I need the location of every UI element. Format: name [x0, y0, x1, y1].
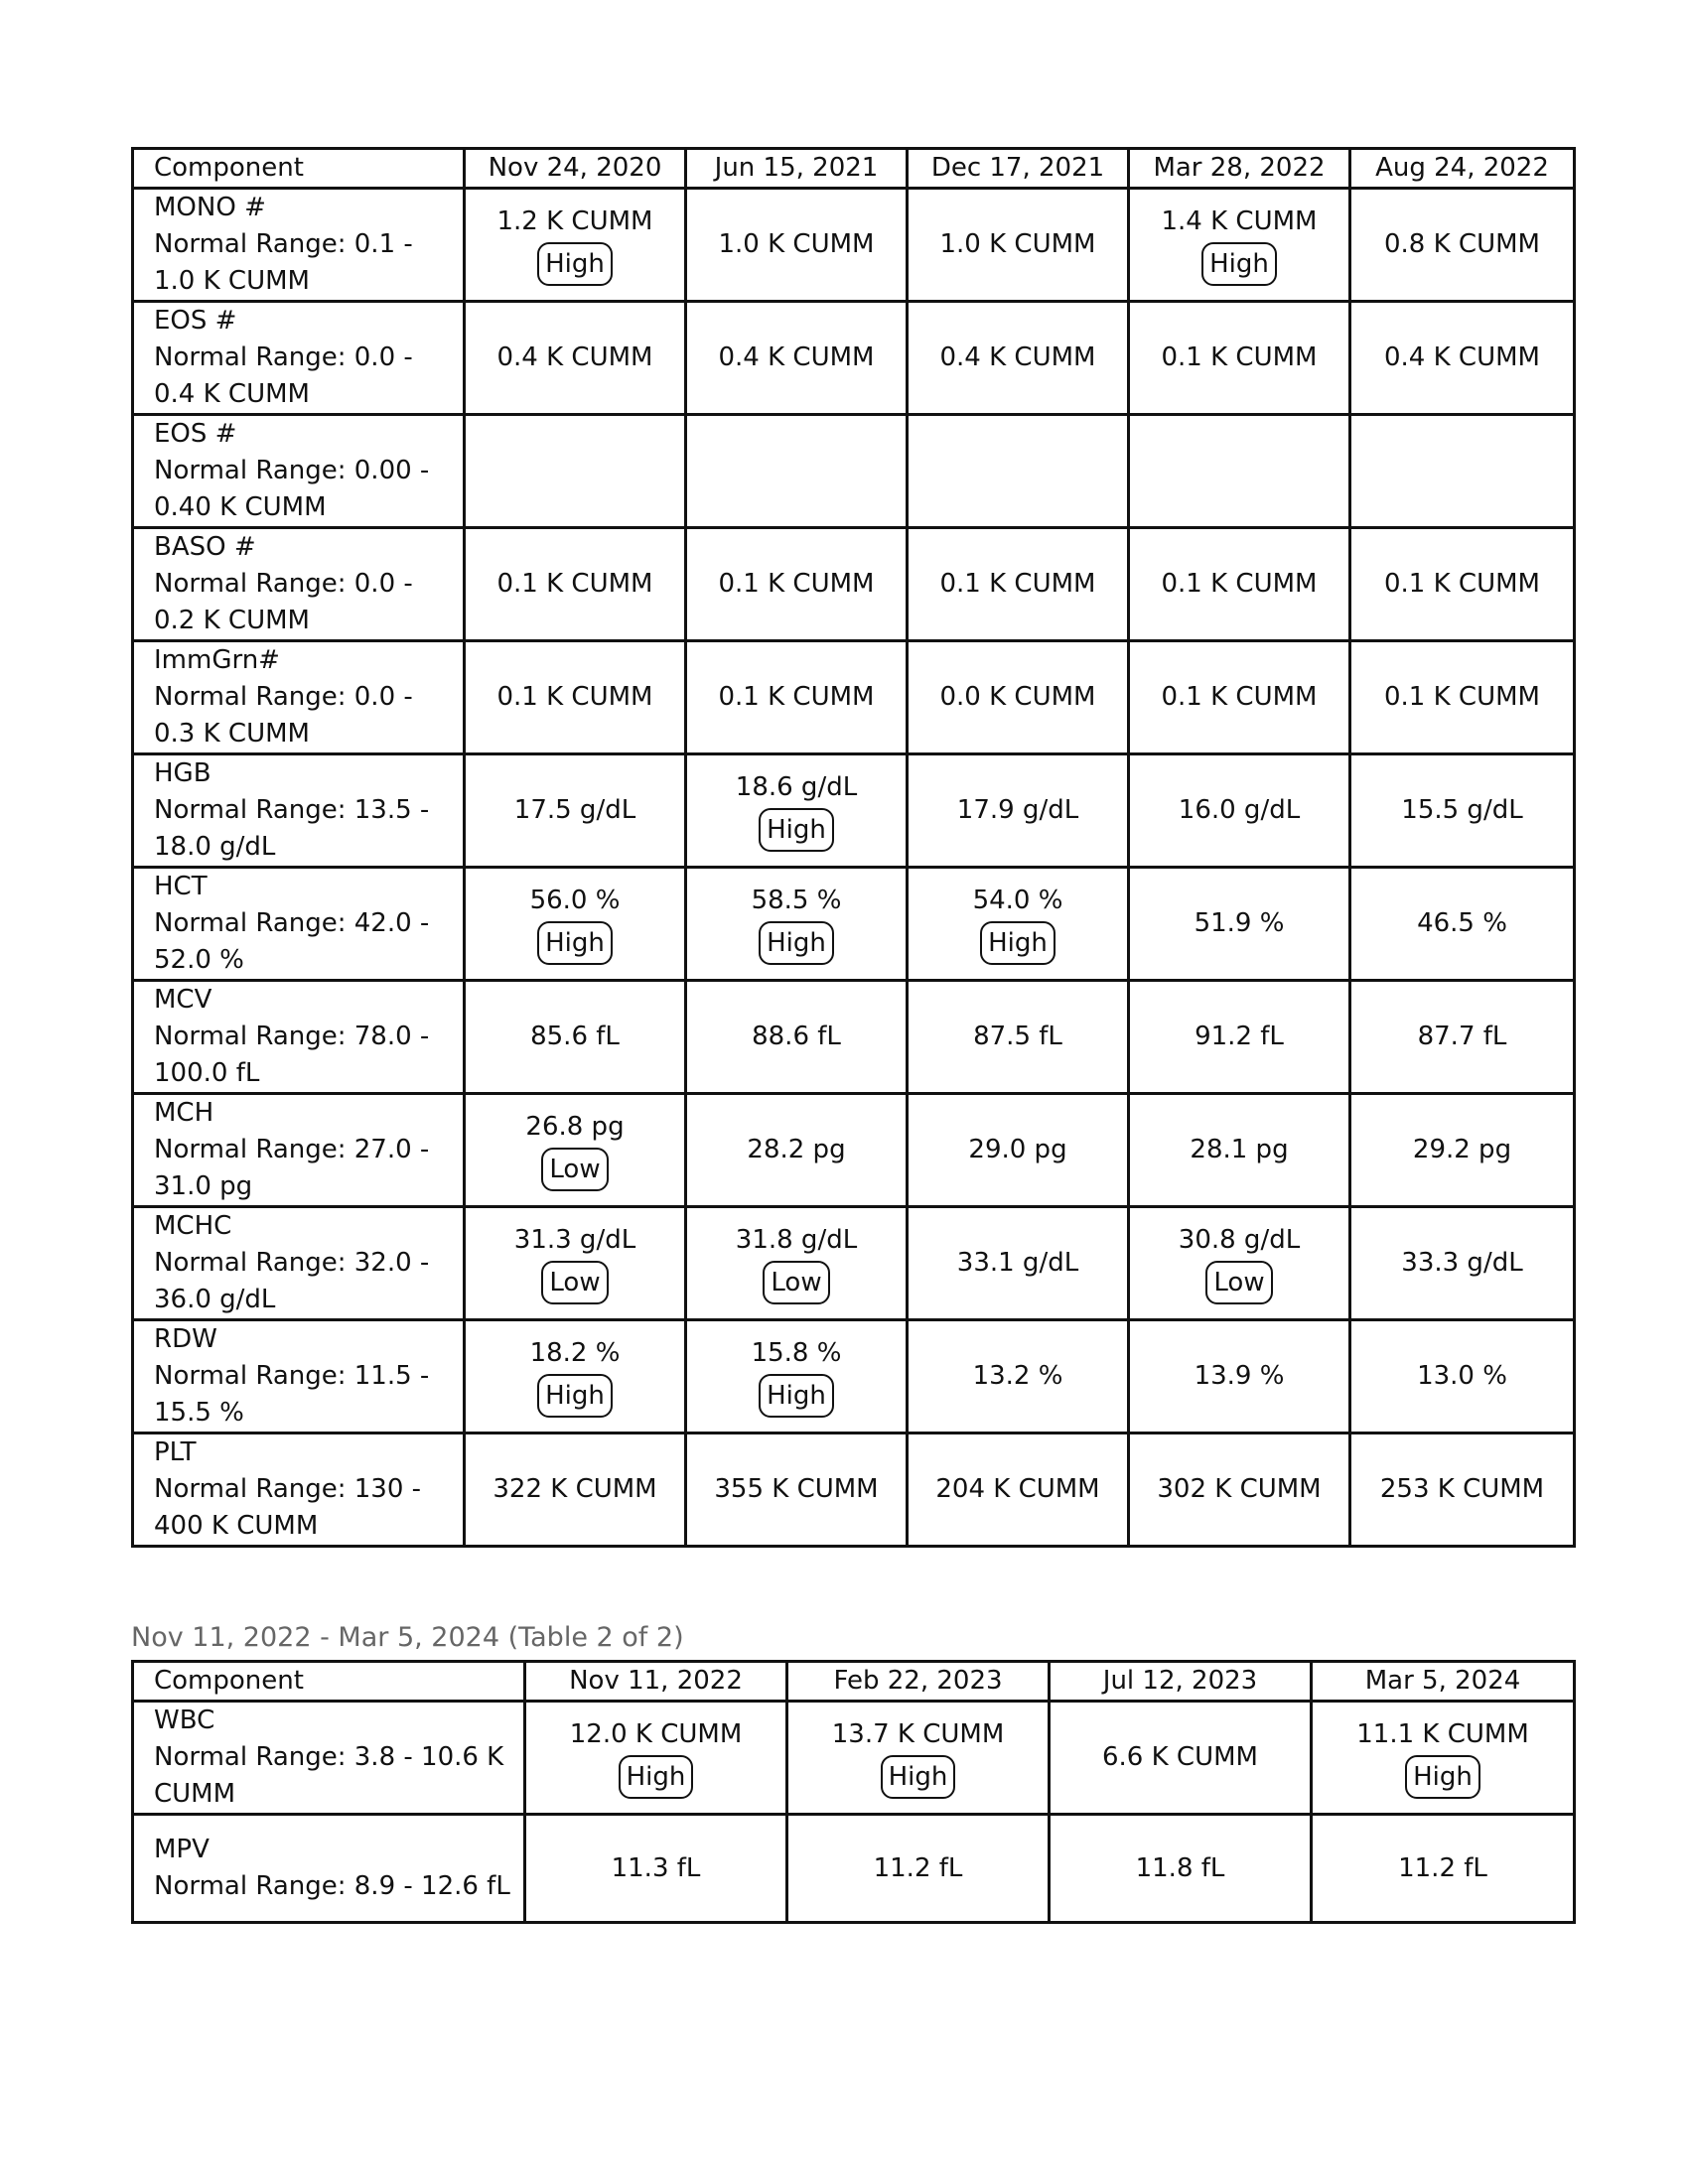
result-value: 302 K CUMM [1157, 1474, 1322, 1504]
result-cell [465, 981, 686, 1094]
result-value: 0.4 K CUMM [939, 342, 1096, 372]
result-value: 87.7 fL [1417, 1022, 1507, 1051]
component-cell [133, 415, 465, 528]
normal-range: Normal Range: 0.0 - 0.3 K CUMM [154, 682, 413, 749]
table-header-row [133, 149, 1575, 189]
component-cell [133, 1433, 465, 1547]
table-row [133, 868, 1575, 981]
result-value: 18.6 g/dL [735, 772, 858, 802]
abnormal-flag-badge: High [1405, 1755, 1480, 1799]
result-cell [686, 868, 908, 981]
abnormal-flag-badge: High [980, 921, 1055, 965]
result-cell [686, 1320, 908, 1433]
result-cell [1129, 868, 1350, 981]
result-value: 1.0 K CUMM [939, 229, 1096, 259]
result-value: 0.1 K CUMM [1161, 342, 1318, 372]
result-value: 51.9 % [1194, 908, 1285, 938]
table-row [133, 754, 1575, 868]
result-value: 6.6 K CUMM [1102, 1742, 1258, 1772]
result-cell [1129, 1094, 1350, 1207]
result-value: 12.0 K CUMM [569, 1719, 743, 1749]
component-name: BASO # [154, 532, 256, 562]
result-cell [686, 1433, 908, 1547]
result-cell [1129, 189, 1350, 302]
date-column-header: Nov 11, 2022 [525, 1662, 787, 1702]
component-cell [133, 302, 465, 415]
component-name: ImmGrn# [154, 645, 280, 675]
abnormal-flag-badge: Low [763, 1261, 829, 1304]
result-cell [908, 528, 1129, 641]
result-cell [1350, 528, 1575, 641]
result-value: 0.1 K CUMM [496, 569, 653, 599]
result-cell [908, 1094, 1129, 1207]
result-cell [908, 754, 1129, 868]
result-cell [1350, 641, 1575, 754]
result-cell [686, 981, 908, 1094]
table-2-caption: Nov 11, 2022 - Mar 5, 2024 (Table 2 of 2) [131, 1622, 684, 1653]
component-cell [133, 1702, 525, 1815]
component-name: PLT [154, 1437, 197, 1467]
result-cell [908, 868, 1129, 981]
result-value: 0.1 K CUMM [939, 569, 1096, 599]
result-value: 26.8 pg [525, 1112, 625, 1142]
component-name: HGB [154, 758, 211, 788]
abnormal-flag-badge: Low [1205, 1261, 1272, 1304]
result-value: 1.2 K CUMM [496, 206, 653, 236]
normal-range: Normal Range: 0.0 - 0.2 K CUMM [154, 569, 413, 635]
abnormal-flag-badge: High [759, 808, 834, 852]
result-cell [1350, 1207, 1575, 1320]
result-cell [1129, 528, 1350, 641]
result-value: 16.0 g/dL [1178, 795, 1301, 825]
result-cell [1129, 1207, 1350, 1320]
normal-range: Normal Range: 42.0 - 52.0 % [154, 908, 430, 975]
normal-range: Normal Range: 130 - 400 K CUMM [154, 1474, 422, 1541]
result-cell [908, 981, 1129, 1094]
result-value: 0.1 K CUMM [1384, 682, 1540, 712]
normal-range: Normal Range: 0.1 - 1.0 K CUMM [154, 229, 413, 296]
result-value: 0.4 K CUMM [1384, 342, 1540, 372]
component-name: MONO # [154, 193, 266, 222]
component-cell [133, 868, 465, 981]
table-row [133, 641, 1575, 754]
result-cell [465, 1094, 686, 1207]
table-row [133, 415, 1575, 528]
table-row [133, 1094, 1575, 1207]
result-cell [686, 641, 908, 754]
date-column-header: Nov 24, 2020 [465, 149, 686, 189]
result-value: 17.9 g/dL [956, 795, 1079, 825]
result-value: 56.0 % [529, 886, 621, 915]
result-value: 17.5 g/dL [513, 795, 636, 825]
result-value: 29.0 pg [968, 1135, 1067, 1164]
result-value: 0.8 K CUMM [1384, 229, 1540, 259]
result-cell [1312, 1702, 1575, 1815]
date-column-header: Feb 22, 2023 [787, 1662, 1050, 1702]
result-cell [465, 754, 686, 868]
result-cell [1350, 1094, 1575, 1207]
result-cell [465, 1433, 686, 1547]
result-cell [787, 1815, 1050, 1923]
component-name: MCH [154, 1098, 214, 1128]
result-value: 0.1 K CUMM [496, 682, 653, 712]
table-row [133, 1702, 1575, 1815]
component-name: RDW [154, 1324, 217, 1354]
result-value: 204 K CUMM [935, 1474, 1100, 1504]
result-cell [1350, 302, 1575, 415]
component-name: EOS # [154, 306, 237, 336]
component-name: HCT [154, 872, 208, 901]
result-cell [1350, 981, 1575, 1094]
result-cell [1050, 1815, 1312, 1923]
component-name: EOS # [154, 419, 237, 449]
result-value: 28.1 pg [1190, 1135, 1289, 1164]
result-cell [1312, 1815, 1575, 1923]
result-value: 33.1 g/dL [956, 1248, 1079, 1278]
result-value: 30.8 g/dL [1178, 1225, 1301, 1255]
result-value: 85.6 fL [530, 1022, 620, 1051]
component-cell [133, 189, 465, 302]
result-value: 13.7 K CUMM [831, 1719, 1005, 1749]
abnormal-flag-badge: High [759, 1374, 834, 1418]
abnormal-flag-badge: High [537, 1374, 613, 1418]
abnormal-flag-badge: Low [541, 1261, 608, 1304]
abnormal-flag-badge: High [759, 921, 834, 965]
result-cell [1350, 1433, 1575, 1547]
table-row [133, 1433, 1575, 1547]
result-value: 13.2 % [972, 1361, 1063, 1391]
normal-range: Normal Range: 3.8 - 10.6 K CUMM [154, 1742, 504, 1809]
result-cell [686, 1094, 908, 1207]
result-cell [465, 868, 686, 981]
date-column-header: Mar 28, 2022 [1129, 149, 1350, 189]
component-name: WBC [154, 1706, 215, 1735]
result-cell [908, 641, 1129, 754]
result-value: 33.3 g/dL [1401, 1248, 1523, 1278]
result-value: 11.2 fL [873, 1852, 963, 1883]
result-cell [465, 189, 686, 302]
result-cell [908, 302, 1129, 415]
result-value: 11.1 K CUMM [1356, 1719, 1529, 1749]
result-cell [465, 641, 686, 754]
result-cell [1350, 868, 1575, 981]
result-value: 28.2 pg [747, 1135, 846, 1164]
result-cell [1129, 415, 1350, 528]
component-cell [133, 641, 465, 754]
result-cell [908, 1207, 1129, 1320]
component-cell [133, 1815, 525, 1923]
result-cell [1350, 189, 1575, 302]
lab-results-table-2 [131, 1660, 1576, 1924]
table-row [133, 1815, 1575, 1923]
result-cell [686, 1207, 908, 1320]
table-header-row [133, 1662, 1575, 1702]
normal-range: Normal Range: 27.0 - 31.0 pg [154, 1135, 430, 1201]
result-value: 31.3 g/dL [513, 1225, 636, 1255]
result-cell [1129, 302, 1350, 415]
result-value: 1.4 K CUMM [1161, 206, 1318, 236]
result-value: 0.0 K CUMM [939, 682, 1096, 712]
result-cell [465, 528, 686, 641]
result-cell [465, 415, 686, 528]
normal-range: Normal Range: 32.0 - 36.0 g/dL [154, 1248, 430, 1314]
result-value: 88.6 fL [752, 1022, 841, 1051]
result-cell [1129, 1320, 1350, 1433]
lab-results-table-1 [131, 147, 1576, 1548]
result-value: 15.5 g/dL [1401, 795, 1523, 825]
result-value: 0.1 K CUMM [718, 569, 875, 599]
abnormal-flag-badge: High [881, 1755, 956, 1799]
component-cell [133, 1094, 465, 1207]
result-cell [525, 1815, 787, 1923]
normal-range: Normal Range: 78.0 - 100.0 fL [154, 1022, 430, 1088]
result-value: 0.1 K CUMM [1161, 569, 1318, 599]
result-value: 54.0 % [972, 886, 1063, 915]
result-value: 0.1 K CUMM [718, 682, 875, 712]
result-value: 31.8 g/dL [735, 1225, 858, 1255]
result-value: 15.8 % [751, 1338, 842, 1368]
result-cell [1129, 1433, 1350, 1547]
component-cell [133, 528, 465, 641]
component-name: MPV [154, 1835, 210, 1864]
result-value: 0.1 K CUMM [1384, 569, 1540, 599]
component-column-header: Component [133, 149, 465, 189]
date-column-header: Aug 24, 2022 [1350, 149, 1575, 189]
normal-range: Normal Range: 13.5 - 18.0 g/dL [154, 795, 430, 862]
abnormal-flag-badge: High [537, 242, 613, 286]
normal-range: Normal Range: 8.9 - 12.6 fL [154, 1871, 510, 1901]
result-cell [908, 1320, 1129, 1433]
component-name: MCHC [154, 1211, 232, 1241]
table-row [133, 189, 1575, 302]
result-value: 13.9 % [1194, 1361, 1285, 1391]
result-value: 0.4 K CUMM [496, 342, 653, 372]
result-value: 322 K CUMM [492, 1474, 657, 1504]
abnormal-flag-badge: High [1201, 242, 1277, 286]
result-value: 11.2 fL [1398, 1852, 1487, 1883]
result-value: 11.3 fL [611, 1852, 701, 1883]
result-cell [1350, 754, 1575, 868]
result-value: 18.2 % [529, 1338, 621, 1368]
result-value: 46.5 % [1417, 908, 1507, 938]
result-value: 253 K CUMM [1379, 1474, 1545, 1504]
result-cell [686, 302, 908, 415]
date-column-header: Jun 15, 2021 [686, 149, 908, 189]
result-cell [908, 1433, 1129, 1547]
result-cell [1129, 641, 1350, 754]
result-cell [1350, 1320, 1575, 1433]
result-value: 91.2 fL [1195, 1022, 1284, 1051]
result-value: 29.2 pg [1412, 1135, 1512, 1164]
result-cell [525, 1702, 787, 1815]
result-value: 87.5 fL [973, 1022, 1062, 1051]
component-cell [133, 981, 465, 1094]
result-cell [686, 528, 908, 641]
result-cell [1350, 415, 1575, 528]
table-row [133, 981, 1575, 1094]
date-column-header: Jul 12, 2023 [1050, 1662, 1312, 1702]
result-cell [686, 189, 908, 302]
normal-range: Normal Range: 0.0 - 0.4 K CUMM [154, 342, 413, 409]
component-column-header: Component [133, 1662, 525, 1702]
normal-range: Normal Range: 11.5 - 15.5 % [154, 1361, 430, 1428]
result-cell [465, 302, 686, 415]
table-row [133, 302, 1575, 415]
result-cell [908, 189, 1129, 302]
result-value: 0.1 K CUMM [1161, 682, 1318, 712]
result-value: 11.8 fL [1135, 1852, 1225, 1883]
result-cell [908, 415, 1129, 528]
result-cell [465, 1320, 686, 1433]
component-cell [133, 1207, 465, 1320]
table-row [133, 1320, 1575, 1433]
result-value: 58.5 % [751, 886, 842, 915]
result-cell [1129, 981, 1350, 1094]
result-cell [1129, 754, 1350, 868]
component-cell [133, 1320, 465, 1433]
date-column-header: Dec 17, 2021 [908, 149, 1129, 189]
result-value: 13.0 % [1417, 1361, 1507, 1391]
table-row [133, 1207, 1575, 1320]
result-cell [787, 1702, 1050, 1815]
date-column-header: Mar 5, 2024 [1312, 1662, 1575, 1702]
result-cell [1050, 1702, 1312, 1815]
component-cell [133, 754, 465, 868]
result-cell [686, 754, 908, 868]
result-value: 355 K CUMM [714, 1474, 879, 1504]
component-name: MCV [154, 985, 212, 1015]
abnormal-flag-badge: Low [541, 1148, 608, 1191]
result-cell [465, 1207, 686, 1320]
normal-range: Normal Range: 0.00 - 0.40 K CUMM [154, 456, 430, 522]
abnormal-flag-badge: High [537, 921, 613, 965]
table-row [133, 528, 1575, 641]
result-cell [686, 415, 908, 528]
abnormal-flag-badge: High [619, 1755, 694, 1799]
result-value: 1.0 K CUMM [718, 229, 875, 259]
result-value: 0.4 K CUMM [718, 342, 875, 372]
